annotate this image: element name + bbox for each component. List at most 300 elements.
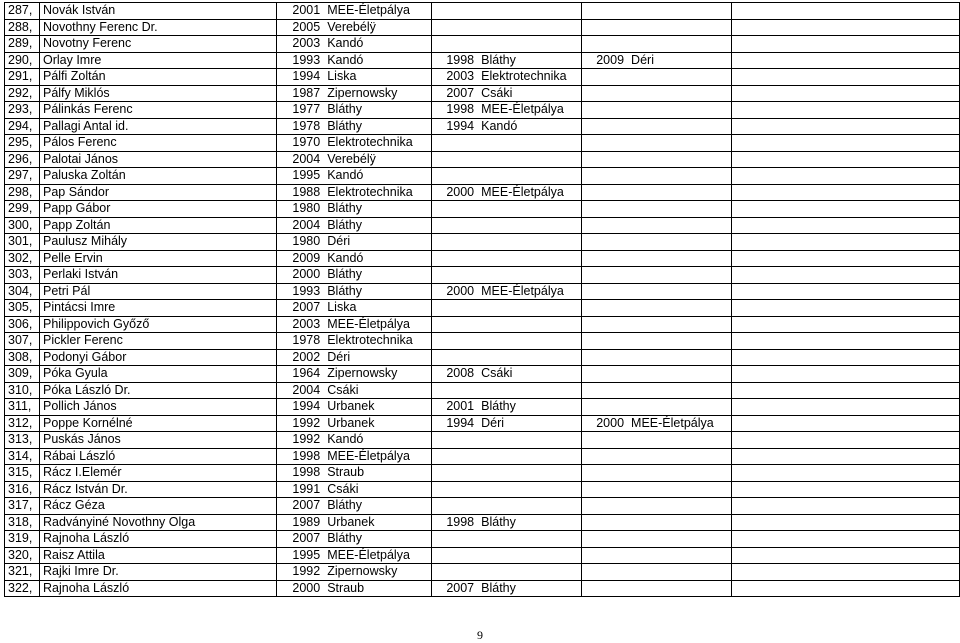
award-name-1-cell: Liska — [324, 300, 431, 317]
award-year-1-cell: 2004 — [276, 217, 324, 234]
award-name-2-cell — [478, 547, 581, 564]
award-name-4-cell — [778, 168, 960, 185]
table-row — [5, 366, 960, 383]
award-name-1-cell: Bláthy — [324, 118, 431, 135]
row-number-cell: 302, — [5, 250, 40, 267]
person-name-cell: Rácz I.Elemér — [39, 465, 276, 482]
award-name-4-cell — [778, 531, 960, 548]
award-year-4-cell — [731, 465, 778, 482]
award-year-3-cell — [581, 366, 628, 383]
person-name-cell: Rajki Imre Dr. — [39, 564, 276, 581]
award-year-1-cell: 1980 — [276, 201, 324, 218]
award-name-2-cell — [478, 250, 581, 267]
award-year-2-cell — [431, 349, 478, 366]
award-name-4-cell — [778, 349, 960, 366]
award-year-3-cell — [581, 102, 628, 119]
award-year-4-cell — [731, 415, 778, 432]
award-name-2-cell: MEE-Életpálya — [478, 184, 581, 201]
award-year-4-cell — [731, 217, 778, 234]
table-row — [5, 564, 960, 581]
person-name-cell: Póka Gyula — [39, 366, 276, 383]
award-name-1-cell: Urbanek — [324, 415, 431, 432]
person-name-cell: Podonyi Gábor — [39, 349, 276, 366]
row-number-cell: 306, — [5, 316, 40, 333]
row-number-cell: 303, — [5, 267, 40, 284]
row-number-cell: 287, — [5, 3, 40, 20]
table-row — [5, 201, 960, 218]
award-year-4-cell — [731, 85, 778, 102]
award-name-2-cell — [478, 168, 581, 185]
award-name-4-cell — [778, 250, 960, 267]
award-year-2-cell: 2007 — [431, 580, 478, 597]
award-year-2-cell: 2000 — [431, 184, 478, 201]
row-number-cell: 321, — [5, 564, 40, 581]
person-name-cell: Novák István — [39, 3, 276, 20]
award-name-4-cell — [778, 3, 960, 20]
award-name-2-cell — [478, 3, 581, 20]
award-name-1-cell: Kandó — [324, 250, 431, 267]
table-row — [5, 481, 960, 498]
award-year-2-cell — [431, 3, 478, 20]
award-name-3-cell — [628, 283, 731, 300]
award-year-3-cell — [581, 234, 628, 251]
award-year-1-cell: 1977 — [276, 102, 324, 119]
award-name-3-cell: MEE-Életpálya — [628, 415, 731, 432]
award-name-4-cell — [778, 283, 960, 300]
table-body — [5, 3, 960, 597]
award-name-2-cell — [478, 382, 581, 399]
award-year-3-cell — [581, 201, 628, 218]
award-year-4-cell — [731, 283, 778, 300]
award-year-2-cell — [431, 465, 478, 482]
award-year-3-cell — [581, 564, 628, 581]
award-year-2-cell: 2007 — [431, 85, 478, 102]
award-year-4-cell — [731, 168, 778, 185]
award-name-3-cell — [628, 3, 731, 20]
award-name-3-cell — [628, 19, 731, 36]
award-name-4-cell — [778, 217, 960, 234]
award-name-3-cell — [628, 267, 731, 284]
award-name-3-cell — [628, 432, 731, 449]
award-name-4-cell — [778, 300, 960, 317]
award-name-3-cell — [628, 168, 731, 185]
award-year-1-cell: 1993 — [276, 283, 324, 300]
award-year-1-cell: 2007 — [276, 531, 324, 548]
award-year-1-cell: 1988 — [276, 184, 324, 201]
award-name-4-cell — [778, 135, 960, 152]
award-year-1-cell: 1994 — [276, 399, 324, 416]
award-year-4-cell — [731, 580, 778, 597]
award-year-2-cell — [431, 201, 478, 218]
award-name-3-cell — [628, 316, 731, 333]
row-number-cell: 311, — [5, 399, 40, 416]
row-number-cell: 305, — [5, 300, 40, 317]
award-year-4-cell — [731, 118, 778, 135]
award-year-4-cell — [731, 316, 778, 333]
person-name-cell: Poppe Kornélné — [39, 415, 276, 432]
table-row — [5, 580, 960, 597]
award-year-3-cell — [581, 267, 628, 284]
award-year-2-cell — [431, 498, 478, 515]
award-name-3-cell — [628, 382, 731, 399]
award-name-1-cell: Bláthy — [324, 267, 431, 284]
award-year-4-cell — [731, 36, 778, 53]
award-year-1-cell: 2000 — [276, 267, 324, 284]
award-year-3-cell — [581, 118, 628, 135]
award-name-4-cell — [778, 564, 960, 581]
person-name-cell: Paluska Zoltán — [39, 168, 276, 185]
award-year-3-cell — [581, 316, 628, 333]
award-name-2-cell — [478, 564, 581, 581]
award-year-4-cell — [731, 102, 778, 119]
award-name-1-cell: Verebélÿ — [324, 19, 431, 36]
table-row — [5, 382, 960, 399]
award-name-1-cell: Straub — [324, 580, 431, 597]
person-name-cell: Rajnoha László — [39, 580, 276, 597]
award-name-3-cell — [628, 448, 731, 465]
award-year-3-cell — [581, 85, 628, 102]
award-year-4-cell — [731, 300, 778, 317]
award-year-1-cell: 1992 — [276, 564, 324, 581]
table-row — [5, 135, 960, 152]
award-name-3-cell — [628, 201, 731, 218]
award-name-2-cell: Bláthy — [478, 580, 581, 597]
award-name-2-cell — [478, 234, 581, 251]
award-year-2-cell: 1998 — [431, 102, 478, 119]
row-number-cell: 295, — [5, 135, 40, 152]
award-year-4-cell — [731, 531, 778, 548]
award-year-3-cell — [581, 432, 628, 449]
person-name-cell: Pollich János — [39, 399, 276, 416]
award-year-2-cell — [431, 36, 478, 53]
award-year-4-cell — [731, 448, 778, 465]
person-name-cell: Orlay Imre — [39, 52, 276, 69]
person-name-cell: Pallagi Antal id. — [39, 118, 276, 135]
award-name-2-cell — [478, 300, 581, 317]
award-name-2-cell — [478, 201, 581, 218]
award-name-2-cell — [478, 349, 581, 366]
award-year-3-cell: 2009 — [581, 52, 628, 69]
award-name-4-cell — [778, 415, 960, 432]
award-name-1-cell: Elektrotechnika — [324, 333, 431, 350]
award-name-4-cell — [778, 118, 960, 135]
award-name-4-cell — [778, 366, 960, 383]
award-year-1-cell: 1989 — [276, 514, 324, 531]
award-name-4-cell — [778, 399, 960, 416]
row-number-cell: 294, — [5, 118, 40, 135]
award-name-4-cell — [778, 201, 960, 218]
table-row — [5, 432, 960, 449]
award-year-2-cell — [431, 481, 478, 498]
award-name-4-cell — [778, 580, 960, 597]
person-name-cell: Pickler Ferenc — [39, 333, 276, 350]
row-number-cell: 308, — [5, 349, 40, 366]
row-number-cell: 313, — [5, 432, 40, 449]
row-number-cell: 289, — [5, 36, 40, 53]
award-name-1-cell: Straub — [324, 465, 431, 482]
award-name-2-cell: MEE-Életpálya — [478, 102, 581, 119]
person-name-cell: Pintácsi Imre — [39, 300, 276, 317]
row-number-cell: 317, — [5, 498, 40, 515]
award-name-3-cell — [628, 118, 731, 135]
award-year-4-cell — [731, 151, 778, 168]
award-year-2-cell: 1998 — [431, 52, 478, 69]
person-name-cell: Perlaki István — [39, 267, 276, 284]
row-number-cell: 291, — [5, 69, 40, 86]
award-year-1-cell: 1978 — [276, 118, 324, 135]
person-name-cell: Rácz Géza — [39, 498, 276, 515]
award-year-4-cell — [731, 184, 778, 201]
award-year-2-cell: 2000 — [431, 283, 478, 300]
award-year-2-cell — [431, 168, 478, 185]
award-year-3-cell — [581, 514, 628, 531]
row-number-cell: 293, — [5, 102, 40, 119]
award-year-3-cell — [581, 36, 628, 53]
award-name-1-cell: Zipernowsky — [324, 85, 431, 102]
table-row — [5, 514, 960, 531]
award-name-1-cell: Bláthy — [324, 531, 431, 548]
row-number-cell: 309, — [5, 366, 40, 383]
award-year-3-cell — [581, 300, 628, 317]
row-number-cell: 292, — [5, 85, 40, 102]
table-row — [5, 151, 960, 168]
award-name-2-cell: Déri — [478, 415, 581, 432]
table-row — [5, 333, 960, 350]
table-row — [5, 19, 960, 36]
award-year-3-cell — [581, 135, 628, 152]
person-name-cell: Pálfy Miklós — [39, 85, 276, 102]
award-year-1-cell: 1987 — [276, 85, 324, 102]
award-name-1-cell: MEE-Életpálya — [324, 3, 431, 20]
award-name-3-cell — [628, 564, 731, 581]
award-year-3-cell — [581, 184, 628, 201]
award-year-2-cell — [431, 432, 478, 449]
award-name-1-cell: Urbanek — [324, 399, 431, 416]
table-row — [5, 118, 960, 135]
award-name-2-cell — [478, 465, 581, 482]
table-row — [5, 250, 960, 267]
row-number-cell: 288, — [5, 19, 40, 36]
award-year-1-cell: 2002 — [276, 349, 324, 366]
award-name-4-cell — [778, 432, 960, 449]
person-name-cell: Paulusz Mihály — [39, 234, 276, 251]
award-name-3-cell — [628, 85, 731, 102]
table-row — [5, 349, 960, 366]
award-year-4-cell — [731, 201, 778, 218]
row-number-cell: 300, — [5, 217, 40, 234]
table-row — [5, 300, 960, 317]
table-row — [5, 465, 960, 482]
award-year-4-cell — [731, 366, 778, 383]
award-year-2-cell — [431, 151, 478, 168]
award-year-1-cell: 2004 — [276, 151, 324, 168]
award-year-1-cell: 1998 — [276, 448, 324, 465]
award-name-1-cell: MEE-Életpálya — [324, 316, 431, 333]
award-name-2-cell: Bláthy — [478, 399, 581, 416]
award-year-1-cell: 1980 — [276, 234, 324, 251]
row-number-cell: 304, — [5, 283, 40, 300]
award-name-4-cell — [778, 547, 960, 564]
award-year-1-cell: 2003 — [276, 36, 324, 53]
award-name-1-cell: Bláthy — [324, 102, 431, 119]
person-name-cell: Rácz István Dr. — [39, 481, 276, 498]
award-name-4-cell — [778, 102, 960, 119]
award-year-1-cell: 1995 — [276, 168, 324, 185]
row-number-cell: 299, — [5, 201, 40, 218]
award-year-4-cell — [731, 250, 778, 267]
award-year-3-cell — [581, 531, 628, 548]
award-name-1-cell: Bláthy — [324, 498, 431, 515]
table-row — [5, 234, 960, 251]
row-number-cell: 307, — [5, 333, 40, 350]
award-year-2-cell: 2003 — [431, 69, 478, 86]
award-year-3-cell — [581, 283, 628, 300]
award-year-1-cell: 1998 — [276, 465, 324, 482]
table-row — [5, 102, 960, 119]
award-name-3-cell — [628, 531, 731, 548]
award-year-4-cell — [731, 514, 778, 531]
award-year-2-cell — [431, 267, 478, 284]
table-row — [5, 498, 960, 515]
award-year-1-cell: 2005 — [276, 19, 324, 36]
award-year-4-cell — [731, 52, 778, 69]
table-row — [5, 52, 960, 69]
award-name-2-cell — [478, 135, 581, 152]
award-name-4-cell — [778, 267, 960, 284]
award-name-1-cell: Bláthy — [324, 201, 431, 218]
award-name-3-cell — [628, 349, 731, 366]
award-name-1-cell: Bláthy — [324, 283, 431, 300]
award-year-3-cell — [581, 547, 628, 564]
award-name-3-cell — [628, 135, 731, 152]
table-row — [5, 36, 960, 53]
award-year-3-cell: 2000 — [581, 415, 628, 432]
award-year-3-cell — [581, 498, 628, 515]
award-year-4-cell — [731, 498, 778, 515]
award-year-4-cell — [731, 267, 778, 284]
award-year-2-cell — [431, 564, 478, 581]
award-year-3-cell — [581, 349, 628, 366]
award-name-2-cell: Kandó — [478, 118, 581, 135]
award-year-1-cell: 1964 — [276, 366, 324, 383]
person-name-cell: Pelle Ervin — [39, 250, 276, 267]
award-name-2-cell — [478, 316, 581, 333]
person-name-cell: Pap Sándor — [39, 184, 276, 201]
award-name-1-cell: Zipernowsky — [324, 366, 431, 383]
award-year-1-cell: 1978 — [276, 333, 324, 350]
award-year-3-cell — [581, 399, 628, 416]
award-name-2-cell: MEE-Életpálya — [478, 283, 581, 300]
person-name-cell: Petri Pál — [39, 283, 276, 300]
award-year-3-cell — [581, 250, 628, 267]
award-year-1-cell: 2003 — [276, 316, 324, 333]
award-name-4-cell — [778, 465, 960, 482]
award-year-2-cell — [431, 316, 478, 333]
award-year-4-cell — [731, 481, 778, 498]
award-year-1-cell: 2001 — [276, 3, 324, 20]
award-year-4-cell — [731, 382, 778, 399]
person-name-cell: Raisz Attila — [39, 547, 276, 564]
award-name-3-cell — [628, 547, 731, 564]
award-year-2-cell — [431, 300, 478, 317]
award-name-2-cell — [478, 36, 581, 53]
award-year-4-cell — [731, 399, 778, 416]
award-year-1-cell: 1993 — [276, 52, 324, 69]
award-year-1-cell: 1992 — [276, 415, 324, 432]
award-year-4-cell — [731, 547, 778, 564]
award-name-4-cell — [778, 184, 960, 201]
award-year-4-cell — [731, 19, 778, 36]
award-year-1-cell: 2009 — [276, 250, 324, 267]
award-name-1-cell: Zipernowsky — [324, 564, 431, 581]
award-year-4-cell — [731, 564, 778, 581]
person-name-cell: Novothny Ferenc Dr. — [39, 19, 276, 36]
award-name-4-cell — [778, 316, 960, 333]
award-year-2-cell — [431, 531, 478, 548]
page-number: 9 — [477, 628, 483, 642]
award-name-1-cell: MEE-Életpálya — [324, 448, 431, 465]
person-name-cell: Radványiné Novothny Olga — [39, 514, 276, 531]
award-year-1-cell: 1994 — [276, 69, 324, 86]
row-number-cell: 312, — [5, 415, 40, 432]
award-year-3-cell — [581, 382, 628, 399]
award-year-1-cell: 1970 — [276, 135, 324, 152]
award-year-2-cell — [431, 333, 478, 350]
award-year-3-cell — [581, 333, 628, 350]
table-row — [5, 547, 960, 564]
award-name-2-cell — [478, 333, 581, 350]
award-name-3-cell — [628, 102, 731, 119]
row-number-cell: 310, — [5, 382, 40, 399]
table-row — [5, 267, 960, 284]
award-name-2-cell — [478, 481, 581, 498]
award-year-1-cell: 2007 — [276, 498, 324, 515]
table-row — [5, 283, 960, 300]
award-year-4-cell — [731, 135, 778, 152]
award-year-2-cell — [431, 135, 478, 152]
award-name-4-cell — [778, 69, 960, 86]
award-name-4-cell — [778, 333, 960, 350]
person-name-cell: Palotai János — [39, 151, 276, 168]
award-name-4-cell — [778, 36, 960, 53]
table-row — [5, 69, 960, 86]
award-name-3-cell — [628, 217, 731, 234]
award-name-2-cell — [478, 19, 581, 36]
award-year-1-cell: 2000 — [276, 580, 324, 597]
award-name-1-cell: Verebélÿ — [324, 151, 431, 168]
award-name-4-cell — [778, 85, 960, 102]
award-name-2-cell — [478, 448, 581, 465]
award-year-3-cell — [581, 481, 628, 498]
award-name-3-cell — [628, 250, 731, 267]
award-year-2-cell — [431, 19, 478, 36]
award-name-1-cell: Csáki — [324, 481, 431, 498]
award-year-1-cell: 2007 — [276, 300, 324, 317]
award-year-2-cell — [431, 448, 478, 465]
award-name-3-cell — [628, 234, 731, 251]
award-name-2-cell — [478, 531, 581, 548]
row-number-cell: 301, — [5, 234, 40, 251]
award-name-2-cell: Elektrotechnika — [478, 69, 581, 86]
row-number-cell: 314, — [5, 448, 40, 465]
award-name-1-cell: Urbanek — [324, 514, 431, 531]
award-name-3-cell — [628, 36, 731, 53]
award-name-3-cell: Déri — [628, 52, 731, 69]
award-name-2-cell — [478, 151, 581, 168]
award-name-3-cell — [628, 465, 731, 482]
award-year-1-cell: 1995 — [276, 547, 324, 564]
award-year-3-cell — [581, 465, 628, 482]
